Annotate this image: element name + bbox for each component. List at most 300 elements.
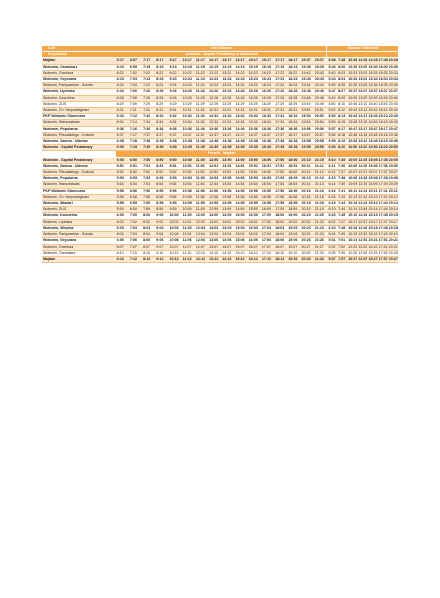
- departure-time: 20:24: [301, 232, 314, 238]
- departure-time-weekend: 20:14: [388, 201, 398, 206]
- departure-time-weekend: 10:49: [348, 139, 358, 144]
- stop-name: Wołomin, Granicza: [42, 70, 116, 76]
- departure-time-weekend: 15:09: [368, 182, 378, 187]
- departure-time: 17:06: [261, 238, 274, 244]
- departure-time: 12:31: [208, 108, 221, 114]
- departure-time-weekend: 12:36: [358, 163, 368, 168]
- departure-time-weekend: 15:50: [368, 145, 378, 150]
- departure-time: 14:06: [221, 238, 234, 244]
- departure-time: 10:34: [182, 120, 195, 126]
- departure-time: 21:10: [314, 157, 327, 163]
- departure-time-weekend: 10:45: [348, 120, 358, 125]
- departure-time: 19:06: [287, 238, 300, 244]
- departure-time-weekend: 12:39: [358, 182, 368, 187]
- departure-time: 17:03: [261, 225, 274, 231]
- departure-time: 6:37: [116, 132, 129, 138]
- departure-time: 20:10: [301, 157, 314, 163]
- departure-time: 19:02: [287, 219, 300, 225]
- stop-name: Wołomin, Sasina - Ułanów: [42, 163, 116, 169]
- departure-time-weekend: 10:07: [348, 170, 358, 175]
- departure-time-weekend: 7:48: [338, 58, 346, 63]
- departure-time: 5:51: [116, 163, 129, 169]
- departure-time: 6:00: [116, 213, 129, 219]
- departure-time: 15:00: [234, 213, 247, 219]
- departure-time: 19:07: [287, 244, 300, 250]
- departure-time-weekend: 20:28: [388, 58, 398, 63]
- stop-name: Wołomin, ZUS: [42, 101, 116, 107]
- departure-time: 14:52: [234, 170, 247, 176]
- departure-time-weekend: 10:25: [348, 250, 358, 255]
- departure-time: 14:29: [234, 101, 247, 107]
- departure-time: 17:22: [274, 70, 287, 76]
- departure-time-weekend: 5:49: [328, 95, 336, 100]
- departure-time-weekend: 15:18: [368, 225, 378, 230]
- departure-time: 12:50: [208, 157, 221, 163]
- departure-time-weekend: 12:41: [358, 188, 368, 193]
- weekend-header: Soboty i Niedziele: [327, 46, 398, 52]
- departure-time-weekend: 10:08: [348, 176, 358, 181]
- departure-time: 12:19: [208, 64, 221, 70]
- departure-time-weekend: 8:03: [337, 70, 347, 76]
- departure-time-weekend: 15:14: [368, 207, 378, 212]
- departure-time: 9:12: [155, 256, 168, 262]
- departure-time: 14:10: [221, 250, 234, 256]
- departure-time-weekend: 14:28: [368, 58, 378, 63]
- stop-name: Wołomin, Piłsudskiego - Kościół: [42, 132, 116, 138]
- departure-time: 15:02: [234, 219, 247, 225]
- departure-time-weekend: 13:13: [358, 114, 368, 119]
- departure-time-weekend: 17:44: [378, 207, 388, 212]
- departure-time: 10:02: [168, 219, 181, 225]
- departure-time: 10:04: [168, 232, 181, 238]
- departure-time-weekend: 18:19: [378, 139, 388, 144]
- departure-time: 12:03: [195, 225, 208, 231]
- stop-name: Wołomin, Partyzantów - Szkoła: [42, 232, 116, 238]
- departure-time: 6:59: [129, 201, 142, 207]
- departure-time-weekend: 10:40: [348, 101, 358, 106]
- departure-time: 6:59: [129, 207, 142, 213]
- departure-time: 19:04: [287, 232, 300, 238]
- departure-time: 18:31: [287, 108, 300, 114]
- departure-time: 13:12: [208, 256, 221, 262]
- departure-time-weekend: 20:09: [388, 182, 398, 187]
- departure-time: 17:56: [274, 188, 287, 194]
- departure-time: 10:00: [168, 213, 181, 219]
- departure-time-weekend: 18:30: [378, 64, 388, 69]
- departure-time-weekend: 10:37: [348, 89, 358, 94]
- departure-time: 5:58: [116, 194, 129, 200]
- departure-time: 11:24: [195, 83, 208, 89]
- departure-time: 19:56: [301, 126, 314, 132]
- departure-time: 14:59: [234, 207, 247, 213]
- departure-time-weekend: 7:45: [338, 213, 346, 218]
- departure-time: 6:36: [116, 126, 129, 132]
- departure-time: 8:03: [142, 225, 155, 231]
- departure-time-weekend: 10:17: [348, 219, 358, 224]
- departure-time-weekend: 17:47: [378, 219, 388, 224]
- departure-time: 14:12: [221, 256, 234, 262]
- departure-time: 19:37: [301, 58, 314, 64]
- departure-time: 18:56: [287, 188, 300, 194]
- departure-time: 11:07: [182, 244, 195, 250]
- departure-time: 21:14: [314, 182, 327, 188]
- departure-time: 11:56: [195, 188, 208, 194]
- departure-time: 15:58: [248, 194, 261, 200]
- departure-time: 9:19: [168, 64, 181, 70]
- departure-time: 13:23: [221, 77, 234, 83]
- departure-time-weekend: 15:11: [368, 188, 378, 193]
- departure-time-weekend: 10:33: [348, 70, 358, 75]
- departure-time: 18:24: [287, 83, 300, 89]
- departure-time: 10:52: [182, 170, 195, 176]
- departure-time-weekend: 18:12: [378, 108, 388, 113]
- departure-time: 19:32: [287, 256, 300, 262]
- departure-time: 9:24: [168, 83, 181, 89]
- departure-time: 10:26: [182, 89, 195, 95]
- departure-time-weekend: 6:24: [328, 232, 336, 237]
- departure-time: 8:07: [142, 244, 155, 250]
- departure-time: 20:56: [314, 126, 327, 132]
- stop-name: Majdan: [42, 256, 116, 262]
- departure-time: 6:23: [116, 77, 129, 83]
- departure-time: 8:28: [155, 95, 168, 101]
- departure-time-weekend: 12:55: [358, 250, 368, 255]
- departure-time: 6:32: [116, 114, 129, 120]
- departure-time: 13:29: [221, 101, 234, 107]
- departure-time: 8:32: [155, 114, 168, 120]
- departure-time: 12:26: [208, 89, 221, 95]
- departure-time-weekend: 15:40: [368, 101, 378, 106]
- departure-time: 7:12: [129, 256, 142, 262]
- departure-time: 20:11: [301, 163, 314, 169]
- departure-time: 9:03: [155, 225, 168, 231]
- departure-time-weekend: 18:35: [378, 83, 388, 88]
- departure-time-weekend: 15:06: [368, 163, 378, 168]
- departure-time-weekend: 8:07: [338, 89, 346, 94]
- departure-time: 10:58: [182, 194, 195, 200]
- departure-time: 14:50: [234, 157, 247, 163]
- departure-time: 16:52: [261, 170, 274, 176]
- departure-time-weekend: 6:22: [328, 219, 336, 224]
- departure-time: 13:34: [221, 120, 234, 126]
- departure-time: 6:52: [129, 170, 142, 176]
- departure-time: 8:34: [155, 120, 168, 126]
- departure-time: 13:03: [208, 225, 221, 231]
- departure-time: 11:52: [195, 170, 208, 176]
- departure-time-weekend: 20:35: [388, 83, 398, 88]
- departure-time: 6:04: [116, 232, 129, 238]
- departure-time-weekend: 7:55: [337, 250, 347, 256]
- departure-time: 17:59: [274, 207, 287, 213]
- departure-time: 14:02: [221, 219, 234, 225]
- departure-time: 11:37: [195, 132, 208, 138]
- departure-time: 20:51: [314, 108, 327, 114]
- departure-time: 20:12: [301, 170, 314, 176]
- stop-name: Wołomin, Ch. Niepodległości: [42, 108, 116, 114]
- departure-time: 14:34: [234, 120, 247, 126]
- departure-time: 14:59: [234, 201, 247, 207]
- departure-time: 15:22: [248, 70, 261, 76]
- departure-time-weekend: 7:48: [338, 225, 346, 230]
- departure-time: 20:42: [314, 70, 327, 76]
- departure-time: 10:10: [168, 250, 181, 256]
- stop-name: Wołomin, Orzankarz: [42, 250, 116, 256]
- departure-time: 9:00: [155, 213, 168, 219]
- departure-time: 19:43: [301, 77, 314, 83]
- departure-time-weekend: 13:04: [358, 77, 368, 82]
- departure-time-weekend: 17:44: [378, 201, 388, 206]
- departure-time: 10:17: [182, 58, 195, 64]
- departure-time: 8:17: [155, 58, 168, 64]
- departure-time-weekend: 18:33: [378, 70, 388, 75]
- departure-time: 14:56: [234, 188, 247, 194]
- departure-time: 11:50: [195, 157, 208, 163]
- departure-time: 6:39: [116, 145, 129, 151]
- departure-time: 10:39: [182, 145, 195, 151]
- departure-time-weekend: 13:15: [358, 120, 368, 125]
- departure-time-weekend: 5:52: [328, 108, 336, 113]
- departure-time: 6:17: [116, 58, 129, 64]
- departure-time: 17:10: [261, 250, 274, 256]
- departure-time-weekend: 15:07: [368, 170, 378, 175]
- departure-time-weekend: 6:14: [328, 182, 336, 187]
- departure-time: 20:58: [314, 139, 327, 145]
- stop-name: Wołomin, Wiejska: [42, 225, 116, 231]
- departure-time: 5:52: [116, 170, 129, 176]
- departure-time-weekend: 5:50: [328, 101, 336, 106]
- departure-time-weekend: 10:30: [348, 64, 358, 69]
- departure-time: 6:57: [129, 58, 142, 64]
- departure-time: 9:59: [168, 207, 181, 213]
- departure-time: 9:10: [155, 250, 168, 256]
- departure-time: 7:09: [129, 101, 142, 107]
- departure-time-weekend: 8:00: [338, 64, 346, 69]
- departure-time-weekend: 10:28: [348, 58, 358, 63]
- departure-time: 9:53: [168, 176, 181, 182]
- departure-time: 10:03: [168, 225, 181, 231]
- departure-time-weekend: 17:43: [378, 194, 388, 199]
- departure-time: 20:46: [314, 89, 327, 95]
- departure-time: 15:31: [248, 108, 261, 114]
- departure-time: 16:51: [261, 163, 274, 169]
- departure-time: 17:34: [274, 120, 287, 126]
- departure-time: 18:39: [287, 145, 300, 151]
- departure-time-weekend: 6:12: [328, 170, 336, 175]
- departure-time: 9:58: [168, 194, 181, 200]
- departure-time: 20:20: [301, 213, 314, 219]
- departure-time-weekend: 12:45: [358, 213, 368, 218]
- departure-time: 18:32: [287, 114, 300, 120]
- line-number: 4.35: [42, 46, 116, 52]
- departure-time: 6:07: [116, 244, 129, 250]
- departure-time: 14:53: [234, 176, 247, 182]
- departure-time: 19:46: [301, 89, 314, 95]
- departure-time: 15:17: [248, 58, 261, 64]
- departure-time-weekend: 18:18: [378, 132, 388, 137]
- departure-time-weekend: 10:35: [348, 83, 358, 88]
- departure-time: 7:17: [142, 58, 155, 64]
- departure-time-weekend: 15:42: [368, 108, 378, 113]
- departure-time: 13:32: [221, 114, 234, 120]
- departure-time-weekend: 17:51: [378, 238, 388, 243]
- departure-time: 15:34: [248, 120, 261, 126]
- departure-time: 16:28: [261, 95, 274, 101]
- departure-time-weekend: 12:37: [358, 170, 368, 175]
- departure-time: 15:52: [248, 170, 261, 176]
- departure-time: 18:37: [287, 132, 300, 138]
- departure-time: 20:19: [301, 207, 314, 213]
- departure-time: 20:59: [314, 145, 327, 151]
- departure-time-weekend: 20:25: [388, 250, 398, 255]
- departure-time: 9:59: [168, 201, 181, 207]
- departure-time: 11:10: [182, 250, 195, 256]
- departure-time: 15:51: [248, 163, 261, 169]
- departure-time: 10:28: [182, 95, 195, 101]
- departure-time: 17:58: [274, 194, 287, 200]
- departure-time: 7:26: [142, 89, 155, 95]
- departure-time-weekend: 8:09: [337, 95, 347, 101]
- departure-time: 15:29: [248, 101, 261, 107]
- departure-time: 12:39: [208, 145, 221, 151]
- departure-time: 16:39: [261, 145, 274, 151]
- departure-time-weekend: 15:39: [368, 95, 378, 100]
- departure-time: 11:12: [182, 256, 195, 262]
- stop-name: Wołomin, Sasina - Ułanów: [42, 139, 116, 145]
- departure-time-weekend: 20:14: [388, 207, 398, 212]
- departure-time-weekend: 18:15: [378, 120, 388, 125]
- departure-time: 13:54: [221, 182, 234, 188]
- departure-time: 8:37: [155, 132, 168, 138]
- departure-time: 7:18: [129, 139, 142, 145]
- departure-time-weekend: 13:17: [358, 126, 368, 131]
- departure-time: 16:56: [261, 188, 274, 194]
- departure-time: 12:59: [208, 207, 221, 213]
- departure-time: 12:24: [208, 83, 221, 89]
- departure-time: 8:50: [155, 157, 168, 163]
- departure-time-weekend: 13:10: [358, 101, 368, 106]
- direction-header: Wołomin - Szpital Powiatowy w Wołominie: [116, 52, 327, 58]
- departure-time-weekend: 17:35: [378, 157, 388, 162]
- departure-time: 7:51: [142, 163, 155, 169]
- departure-time-weekend: 6:23: [328, 225, 336, 230]
- departure-time: 12:06: [195, 238, 208, 244]
- departure-time: 11:19: [195, 64, 208, 70]
- departure-time-weekend: 5:38: [328, 58, 336, 63]
- departure-time: 7:54: [142, 182, 155, 188]
- departure-time: 15:37: [248, 132, 261, 138]
- departure-time: 9:07: [155, 244, 168, 250]
- departure-time-weekend: 10:14: [348, 207, 358, 212]
- departure-time: 18:34: [287, 120, 300, 126]
- departure-time: 14:04: [221, 232, 234, 238]
- departure-time: 13:22: [221, 70, 234, 76]
- departure-time: 16:58: [261, 194, 274, 200]
- departure-time: 16:34: [261, 120, 274, 126]
- departure-time-weekend: 6:18: [328, 194, 336, 199]
- departure-time-weekend: 17:38: [378, 176, 388, 181]
- departure-time: 17:54: [274, 182, 287, 188]
- departure-time: 14:17: [234, 58, 247, 64]
- departure-time-weekend: 17:45: [378, 213, 388, 218]
- departure-time: 16:26: [261, 89, 274, 95]
- departure-time: 10:59: [182, 201, 195, 207]
- departure-time-weekend: 6:19: [328, 207, 336, 212]
- departure-time: 10:23: [182, 77, 195, 83]
- departure-time: 7:53: [142, 176, 155, 182]
- stop-name: Wołomin - Szpital Powiatowy: [42, 145, 116, 151]
- departure-time: 14:07: [221, 244, 234, 250]
- departure-time: 6:02: [116, 219, 129, 225]
- departure-time: 18:02: [274, 219, 287, 225]
- departure-time-weekend: 12:44: [358, 201, 368, 206]
- departure-time-weekend: 10:22: [348, 244, 358, 249]
- departure-time: 17:19: [274, 64, 287, 70]
- departure-time-weekend: 15:14: [368, 201, 378, 206]
- departure-time: 21:11: [314, 163, 327, 169]
- departure-time: 9:37: [168, 132, 181, 138]
- departure-time-weekend: 7:41: [338, 188, 346, 193]
- departure-time: 8:22: [155, 70, 168, 76]
- departure-time: 9:39: [168, 145, 181, 151]
- departure-time-weekend: 15:30: [368, 64, 378, 69]
- departure-time-weekend: 6:13: [328, 176, 336, 181]
- departure-time: 20:30: [301, 250, 314, 256]
- departure-time: 14:24: [234, 83, 247, 89]
- departure-time: 13:37: [221, 132, 234, 138]
- timetable-row: [42, 256, 398, 262]
- stop-name: Wołomin, Lipińska: [42, 89, 116, 95]
- departure-time: 20:37: [314, 58, 327, 64]
- departure-time: 19:49: [301, 101, 314, 107]
- departure-time: 16:19: [261, 64, 274, 70]
- departure-time: 15:32: [248, 114, 261, 120]
- departure-time: 14:54: [234, 182, 247, 188]
- departure-time-weekend: 12:48: [358, 225, 368, 230]
- departure-time: 11:03: [182, 225, 195, 231]
- departure-time-weekend: 20:06: [388, 163, 398, 168]
- departure-time-weekend: 17:48: [378, 58, 388, 63]
- departure-time: 9:36: [168, 126, 181, 132]
- departure-time: 16:31: [261, 108, 274, 114]
- departure-time: 8:29: [155, 101, 168, 107]
- departure-time: 20:54: [314, 120, 327, 126]
- departure-time: 18:19: [287, 64, 300, 70]
- departure-time: 16:17: [261, 58, 274, 64]
- departure-time: 20:32: [301, 256, 314, 262]
- departure-time-weekend: 20:17: [388, 219, 398, 224]
- departure-time-weekend: 20:05: [388, 157, 398, 162]
- departure-time: 11:34: [195, 120, 208, 126]
- departure-time: 16:29: [261, 101, 274, 107]
- departure-time-weekend: 8:12: [337, 108, 347, 114]
- departure-time-weekend: 10:47: [348, 126, 358, 131]
- departure-time-weekend: 10:21: [348, 238, 358, 243]
- departure-time-weekend: 10:50: [348, 145, 358, 150]
- departure-time-weekend: 7:49: [337, 232, 347, 238]
- departure-time: 7:37: [142, 132, 155, 138]
- departure-time-weekend: 13:18: [358, 132, 368, 137]
- departure-time-weekend: 15:37: [368, 89, 378, 94]
- departure-time-weekend: 15:27: [368, 256, 378, 261]
- departure-time-weekend: 7:44: [337, 207, 347, 213]
- departure-time-weekend: 10:11: [348, 188, 358, 193]
- departure-time: 10:31: [182, 108, 195, 114]
- departure-time: 17:38: [274, 139, 287, 145]
- departure-time: 6:29: [116, 101, 129, 107]
- departure-time-weekend: 15:15: [368, 213, 378, 218]
- departure-time: 8:24: [155, 83, 168, 89]
- departure-time: 7:14: [129, 120, 142, 126]
